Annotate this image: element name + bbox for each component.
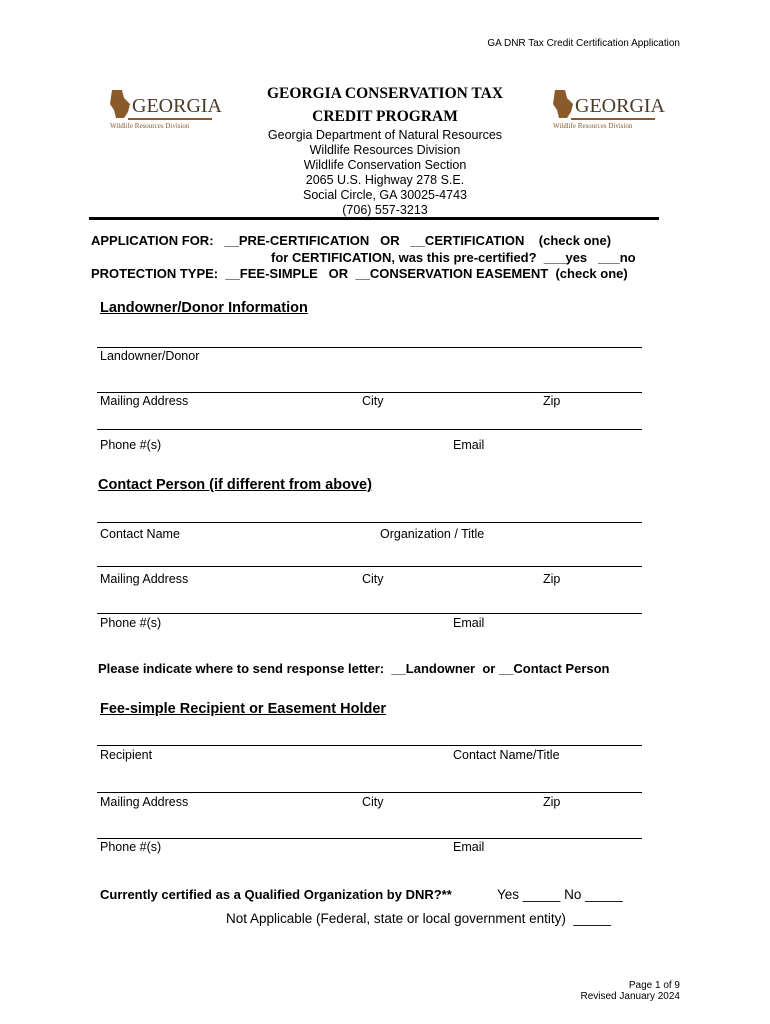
response-letter-question: Please indicate where to send response letter: __Landowner or __Contact Person bbox=[98, 661, 610, 676]
title-line-1: GEORGIA CONSERVATION TAX bbox=[266, 85, 504, 102]
city-label: City bbox=[362, 572, 384, 586]
mailing-address-label: Mailing Address bbox=[100, 572, 189, 586]
page-footer bbox=[580, 980, 680, 1002]
address-line: (706) 557-3213 bbox=[342, 203, 428, 217]
email-label: Email bbox=[453, 840, 485, 854]
zip-label: Zip bbox=[543, 795, 561, 809]
phone-label: Phone #(s) bbox=[100, 840, 162, 854]
email-label: Email bbox=[453, 616, 485, 630]
address-line: Wildlife Conservation Section bbox=[303, 158, 467, 172]
address-line: Georgia Department of Natural Resources bbox=[267, 128, 503, 142]
pre-certified-question: for CERTIFICATION, was this pre-certified? ___yes ___no bbox=[271, 250, 636, 265]
landowner-phone-input-line[interactable] bbox=[97, 429, 642, 430]
recipient-section-title: Fee-simple Recipient or Easement Holder bbox=[100, 701, 387, 717]
qualified-organization-question: Currently certified as a Qualified Organization by DNR?** bbox=[100, 887, 452, 902]
zip-label: Zip bbox=[543, 394, 561, 408]
application-for-line: APPLICATION FOR: __PRE-CERTIFICATION OR __CERTIFICATION (check one) bbox=[91, 233, 612, 248]
mailing-address-label: Mailing Address bbox=[100, 795, 189, 809]
protection-type-line: PROTECTION TYPE: __FEE-SIMPLE OR __CONSERVATION EASEMENT (check one) bbox=[91, 266, 628, 281]
header-divider bbox=[89, 217, 659, 220]
landowner-mailing-input-line[interactable] bbox=[97, 392, 642, 393]
phone-label: Phone #(s) bbox=[100, 616, 162, 630]
running-header: GA DNR Tax Credit Certification Application bbox=[487, 38, 680, 49]
address-line: 2065 U.S. Highway 278 S.E. bbox=[305, 173, 465, 187]
organization-title-label: Organization / Title bbox=[380, 527, 485, 541]
logo-subtext: Wildlife Resources Division bbox=[553, 122, 633, 130]
contact-name-input-line[interactable] bbox=[97, 522, 642, 523]
landowner-label: Landowner/Donor bbox=[100, 349, 200, 363]
contact-section-title: Contact Person (if different from above) bbox=[98, 477, 372, 493]
contact-mailing-input-line[interactable] bbox=[97, 566, 642, 567]
landowner-input-line[interactable] bbox=[97, 347, 642, 348]
qualified-yes-no-answer[interactable]: Yes _____ No _____ bbox=[497, 887, 623, 902]
logo-text: GEORGIA bbox=[575, 95, 665, 117]
recipient-mailing-input-line[interactable] bbox=[97, 792, 642, 793]
logo-text: GEORGIA bbox=[132, 95, 222, 117]
recipient-phone-input-line[interactable] bbox=[97, 838, 642, 839]
contact-name-label: Contact Name bbox=[100, 527, 180, 541]
landowner-section-title: Landowner/Donor Information bbox=[100, 300, 308, 316]
zip-label: Zip bbox=[543, 572, 561, 586]
agency-address bbox=[0, 128, 770, 218]
revision-date: Revised January 2024 bbox=[580, 991, 680, 1002]
not-applicable-line[interactable]: Not Applicable (Federal, state or local government entity) _____ bbox=[226, 911, 611, 926]
title-line-2: CREDIT PROGRAM bbox=[312, 108, 458, 125]
city-label: City bbox=[362, 795, 384, 809]
email-label: Email bbox=[453, 438, 485, 452]
mailing-address-label: Mailing Address bbox=[100, 394, 189, 408]
address-line: Wildlife Resources Division bbox=[309, 143, 461, 157]
contact-phone-input-line[interactable] bbox=[97, 613, 642, 614]
page-number: Page 1 of 9 bbox=[628, 980, 680, 991]
contact-name-title-label: Contact Name/Title bbox=[453, 748, 560, 762]
recipient-input-line[interactable] bbox=[97, 745, 642, 746]
logo-subtext: Wildlife Resources Division bbox=[110, 122, 190, 130]
address-line: Social Circle, GA 30025-4743 bbox=[303, 188, 467, 202]
document-title bbox=[0, 82, 770, 128]
phone-label: Phone #(s) bbox=[100, 438, 162, 452]
city-label: City bbox=[362, 394, 384, 408]
recipient-label: Recipient bbox=[100, 748, 153, 762]
